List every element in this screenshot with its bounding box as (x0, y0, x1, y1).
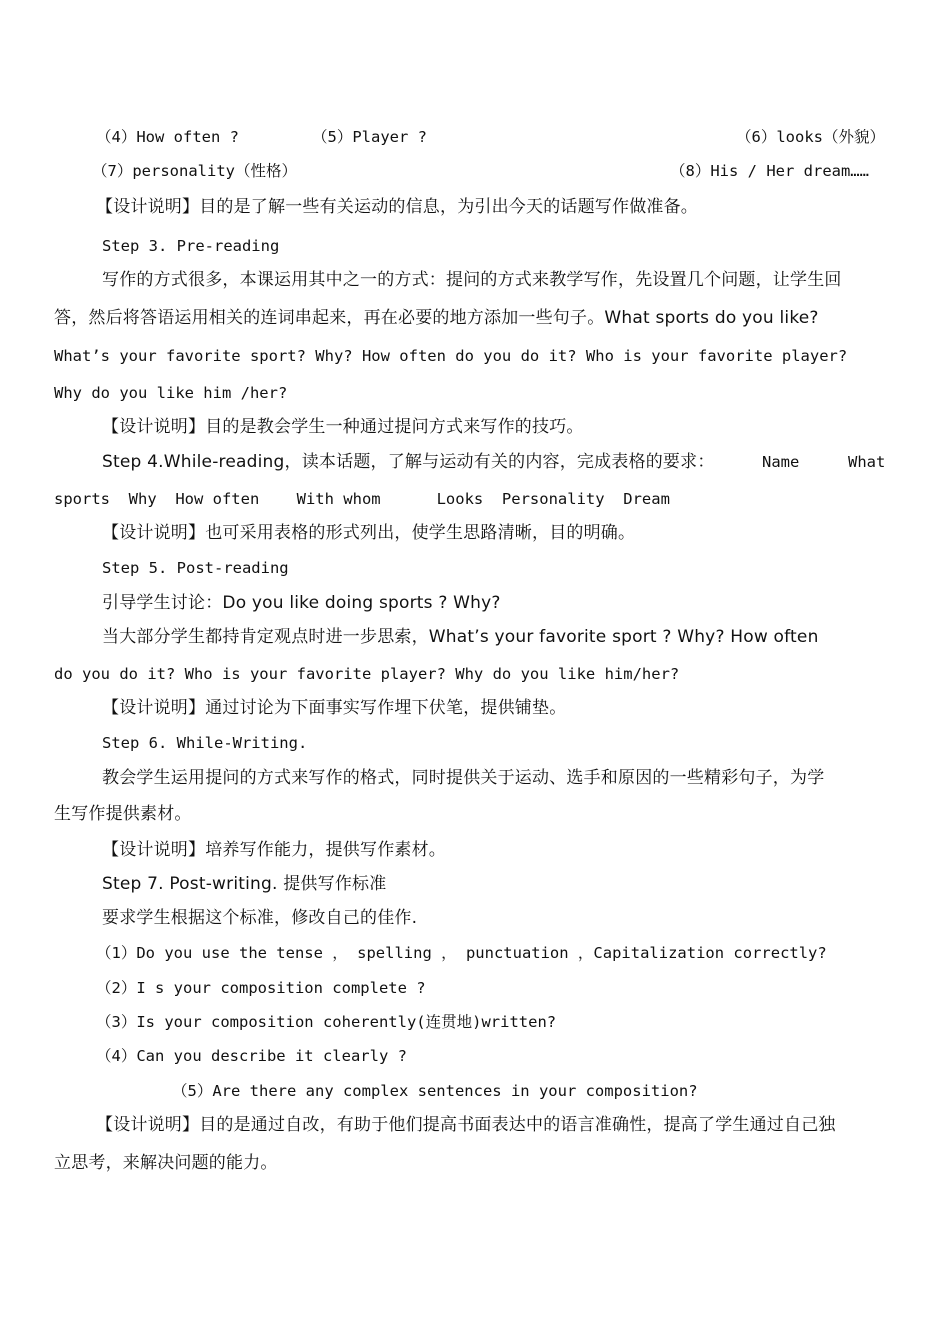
step-6-heading: Step 6. While-Writing. (102, 734, 308, 752)
question-player: （5）Player ? (312, 128, 427, 146)
step-6-text-line-1: 教会学生运用提问的方式来写作的格式，同时提供关于运动、选手和原因的一些精彩句子，为学 (102, 768, 825, 788)
step-5-text-line-3: do you do it? Who is your favorite player? Why do you like him/her? (54, 665, 680, 683)
table-columns-line: sports Why How often With whom Looks Personality Dream (54, 490, 670, 508)
table-col-name: Name (762, 453, 800, 471)
question-dream: （8）His / Her dream…… (670, 162, 869, 180)
step-7-heading: Step 7. Post-writing. 提供写作标准 (102, 874, 387, 894)
step-6-text-line-2: 生写作提供素材。 (54, 804, 192, 824)
step-7-text: 要求学生根据这个标准，修改自己的佳作. (102, 908, 418, 928)
step-3-heading: Step 3. Pre-reading (102, 237, 280, 255)
design-note-6-line-2: 立思考，来解决问题的能力。 (54, 1153, 278, 1173)
design-note-1: 【设计说明】目的是了解一些有关运动的信息，为引出今天的话题写作做准备。 (96, 197, 698, 217)
step-3-text-line-1: 写作的方式很多，本课运用其中之一的方式：提问的方式来教学写作，先设置几个问题，让学生回 (102, 270, 842, 290)
step-3-text-line-4: Why do you like him /her? (54, 384, 288, 402)
criterion-5: （5）Are there any complex sentences in your composition? (172, 1082, 698, 1100)
question-looks: （6）looks（外貌） (736, 128, 885, 146)
table-col-what: What (848, 453, 886, 471)
design-note-5: 【设计说明】培养写作能力，提供写作素材。 (102, 840, 446, 860)
criterion-2: （2）I s your composition complete ? (96, 979, 426, 997)
step-5-text-line-2: 当大部分学生都持肯定观点时进一步思索，What’s your favorite sport ? Why? How often (102, 627, 819, 647)
design-note-3: 【设计说明】也可采用表格的形式列出，使学生思路清晰，目的明确。 (102, 523, 636, 543)
design-note-6-line-1: 【设计说明】目的是通过自改，有助于他们提高书面表达中的语言准确性，提高了学生通过自己独 (96, 1115, 836, 1135)
question-how-often: （4）How often ? (96, 128, 239, 146)
criterion-3: （3）Is your composition coherently(连贯地)written? (96, 1013, 557, 1031)
question-personality: （7）personality（性格） (92, 162, 297, 180)
criterion-4: （4）Can you describe it clearly ? (96, 1047, 407, 1065)
step-5-text-line-1: 引导学生讨论：Do you like doing sports ? Why? (102, 593, 501, 613)
step-3-text-line-3: What’s your favorite sport? Why? How often do you do it? Who is your favorite player? (54, 347, 848, 365)
design-note-4: 【设计说明】通过讨论为下面事实写作埋下伏笔，提供铺垫。 (102, 698, 567, 718)
step-3-text-line-2: 答，然后将答语运用相关的连词串起来，再在必要的地方添加一些句子。What sports do you like? (54, 308, 819, 328)
step-4-heading: Step 4.While-reading，读本话题，了解与运动有关的内容，完成表格的要求： (102, 452, 715, 472)
design-note-2: 【设计说明】目的是教会学生一种通过提问方式来写作的技巧。 (102, 417, 584, 437)
criterion-1: （1）Do you use the tense ， spelling ， punctuation ，Capitalization correctly? (96, 944, 827, 962)
step-5-heading: Step 5. Post-reading (102, 559, 289, 577)
